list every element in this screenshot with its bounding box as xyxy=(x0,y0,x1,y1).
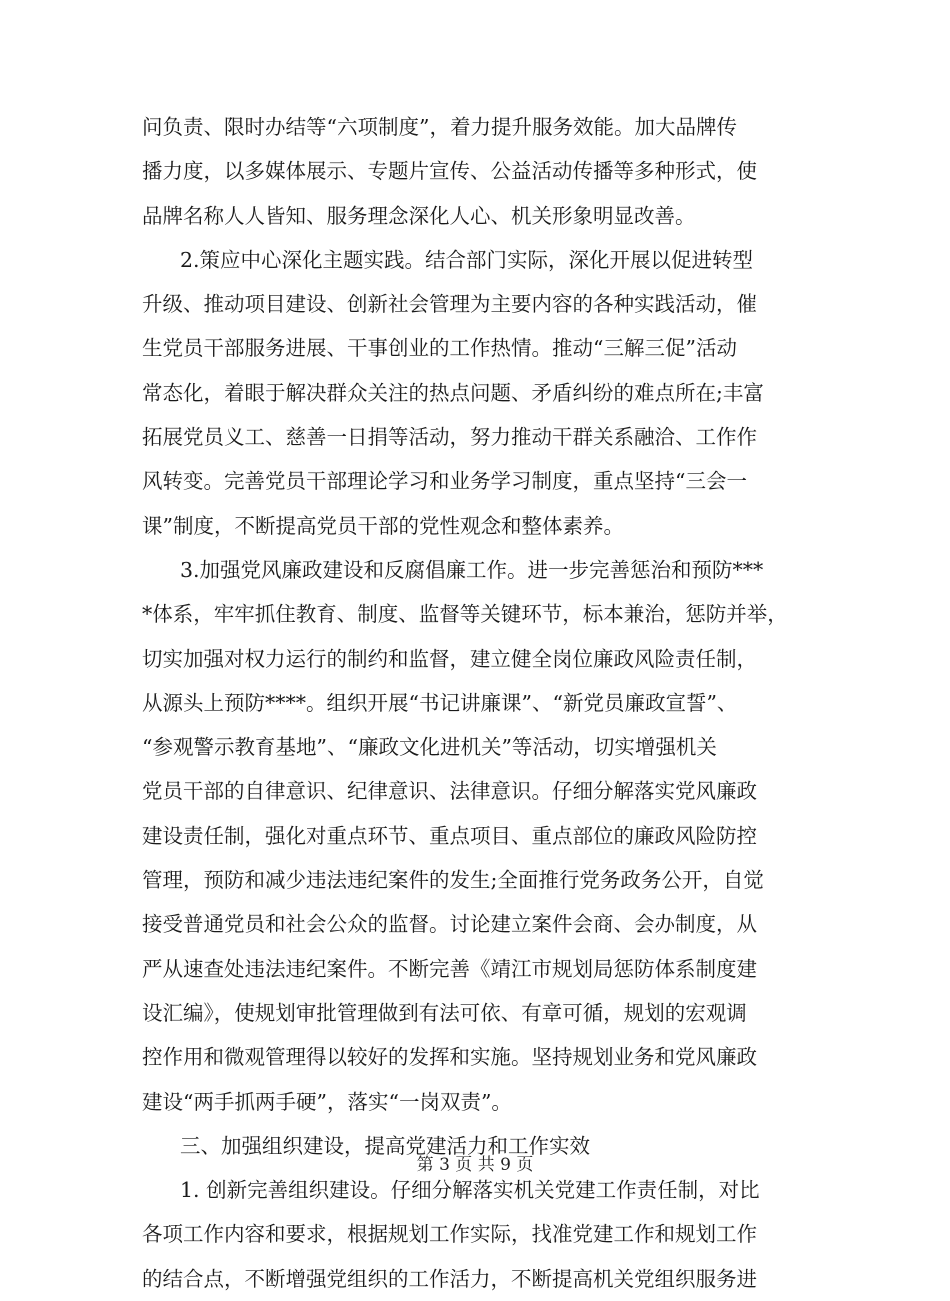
text-line: 问负责、限时办结等“六项制度”，着力提升服务效能。加大品牌传 xyxy=(142,115,737,139)
text-line: 管理，预防和减少违法违纪案件的发生;全面推行党务政务公开，自觉 xyxy=(142,868,764,893)
text-line: 从源头上预防****。组织开展“书记讲廉课”、“新党员廉政宣誓”、 xyxy=(142,690,738,715)
text-line: 设汇编》，使规划审批管理做到有法可依、有章可循，规划的宏观调 xyxy=(142,1000,747,1025)
text-line: 严从速查处违法违纪案件。不断完善《靖江市规划局惩防体系制度建 xyxy=(142,956,757,981)
paragraph-start-line: 2.策应中心深化主题实践。结合部门实际，深化开展以促进转型 xyxy=(180,247,754,272)
page-number-footer: 第 3 页 共 9 页 xyxy=(416,1155,534,1175)
text-line: 控作用和微观管理得以较好的发挥和实施。坚持规划业务和党风廉政 xyxy=(142,1045,757,1070)
text-line: “参观警示教育基地”、“廉政文化进机关”等活动，切实增强机关 xyxy=(142,735,717,760)
body-text xyxy=(142,105,812,1301)
text-line: 升级、推动项目建设、创新社会管理为主要内容的各种实践活动，催 xyxy=(142,292,757,317)
text-line: 的结合点，不断增强党组织的工作活力，不断提高机关党组织服务进 xyxy=(142,1266,757,1291)
text-line: 品牌名称人人皆知、服务理念深化人心、机关形象明显改善。 xyxy=(142,203,696,228)
paragraph-start-line: 3.加强党风廉政建设和反腐倡廉工作。进一步完善惩治和预防*** xyxy=(180,557,764,582)
text-line: 建设“两手抓两手硬”，落实“一岗双责”。 xyxy=(142,1089,512,1114)
text-line: 各项工作内容和要求，根据规划工作实际，找准党建工作和规划工作 xyxy=(142,1222,757,1247)
text-line: 课”制度，不断提高党员干部的党性观念和整体素养。 xyxy=(142,513,624,538)
text-line: 接受普通党员和社会公众的监督。讨论建立案件会商、会办制度，从 xyxy=(142,912,757,937)
text-line: 建设责任制，强化对重点环节、重点项目、重点部位的廉政风险防控 xyxy=(142,823,757,848)
section-heading: 三、加强组织建设，提高党建活力和工作实效 xyxy=(180,1133,590,1158)
text-line: 生党员干部服务进展、干事创业的工作热情。推动“三解三促”活动 xyxy=(142,336,737,361)
text-line: 切实加强对权力运行的制约和监督，建立健全岗位廉政风险责任制， xyxy=(142,646,757,671)
text-line: 风转变。完善党员干部理论学习和业务学习制度，重点坚持“三会一 xyxy=(142,469,747,494)
text-line: 常态化，着眼于解决群众关注的热点问题、矛盾纠纷的难点所在;丰富 xyxy=(142,380,764,405)
text-line: 播力度，以多媒体展示、专题片宣传、公益活动传播等多种形式，使 xyxy=(142,159,757,184)
text-line: *体系，牢牢抓住教育、制度、监督等关键环节，标本兼治，惩防并举， xyxy=(142,602,788,627)
text-line: 党员干部的自律意识、纪律意识、法律意识。仔细分解落实党风廉政 xyxy=(142,779,757,804)
text-line: 拓展党员义工、慈善一日捐等活动，努力推动干群关系融洽、工作作 xyxy=(142,425,757,450)
paragraph-start-line: 1. 创新完善组织建设。仔细分解落实机关党建工作责任制，对比 xyxy=(180,1178,760,1203)
